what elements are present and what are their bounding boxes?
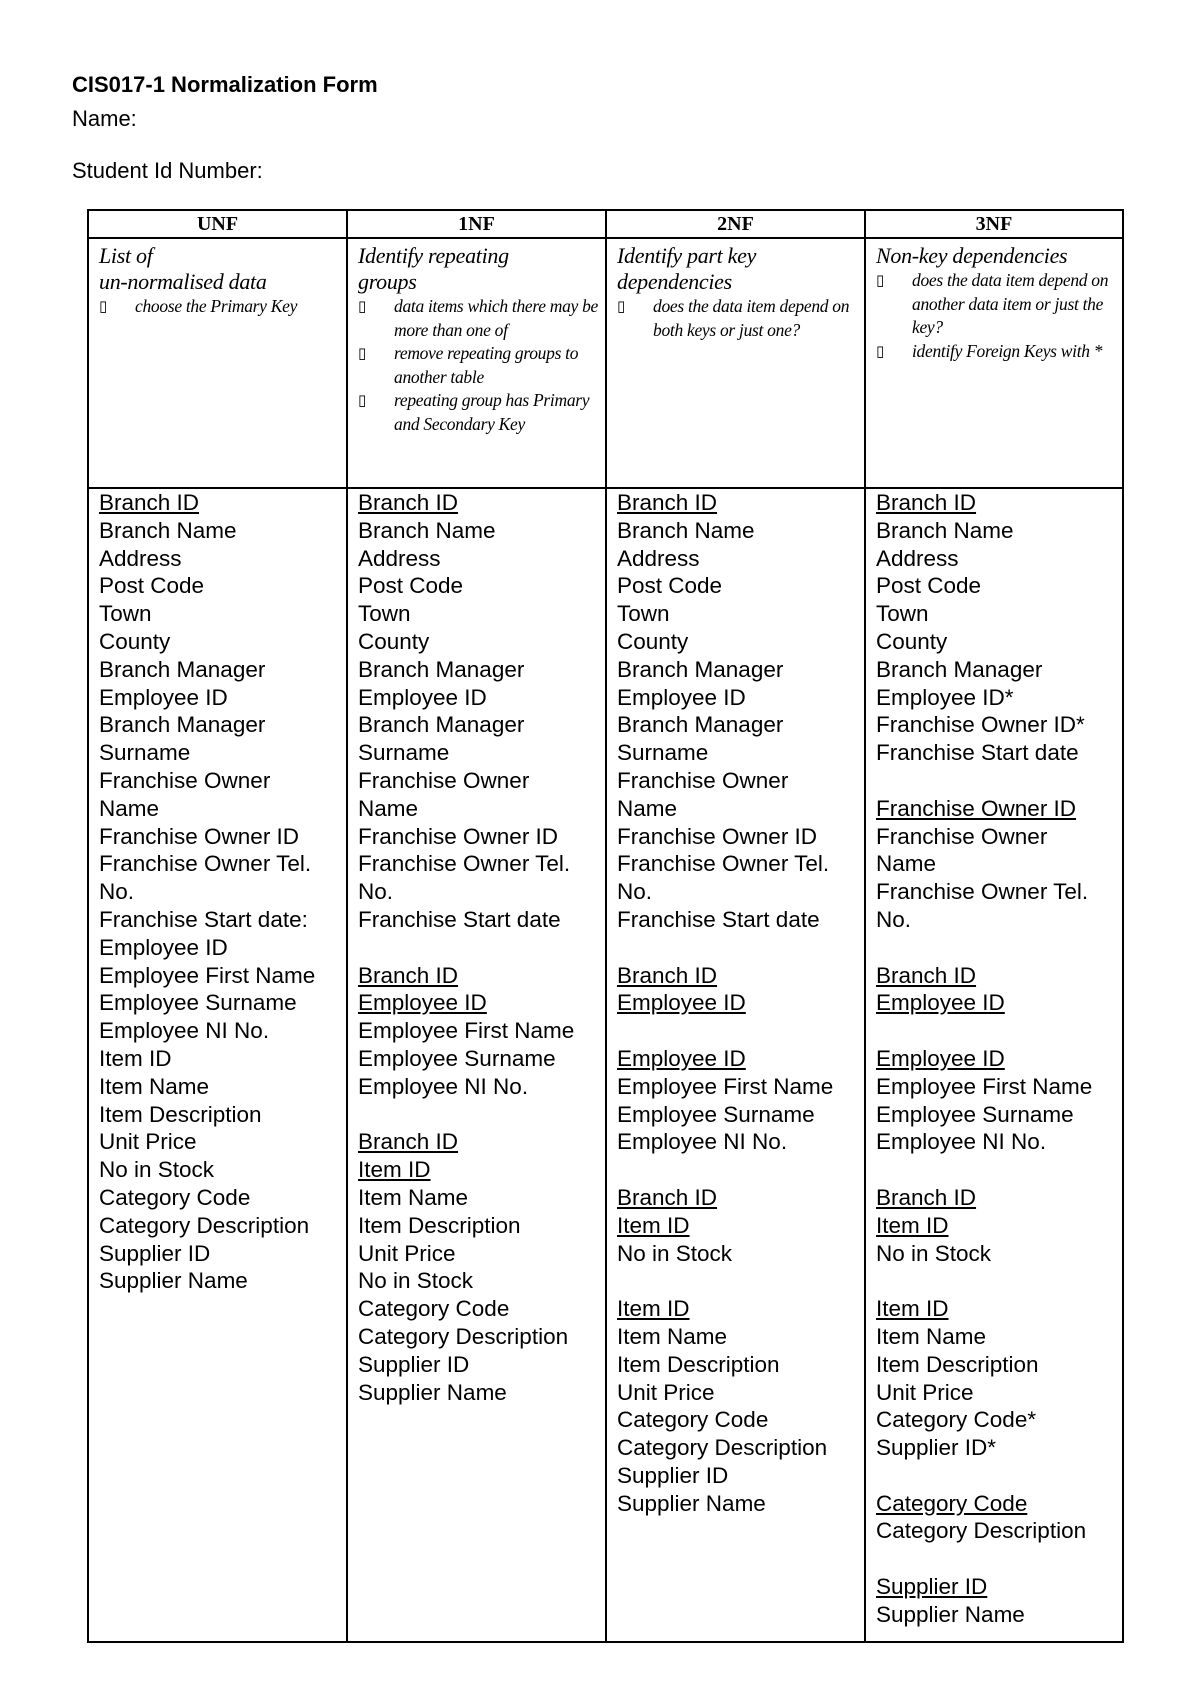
attribute: Name	[99, 795, 160, 821]
column-description: List of un-normalised data	[99, 243, 267, 294]
attribute: Address	[876, 545, 959, 571]
attribute: Address	[358, 545, 441, 571]
key-attribute: Branch ID	[358, 1129, 459, 1155]
attribute: Franchise Owner ID	[358, 823, 559, 849]
attribute: Item Name	[617, 1323, 728, 1349]
attribute: Branch Manager	[99, 712, 266, 738]
attributes-cell-unf	[88, 488, 347, 1642]
attribute: Branch Manager	[617, 656, 784, 682]
attribute: Supplier ID	[99, 1240, 211, 1266]
attribute: No.	[358, 879, 394, 905]
attribute: Post Code	[876, 573, 982, 599]
attribute: Supplier Name	[876, 1601, 1025, 1627]
attribute: Employee First Name	[876, 1073, 1093, 1099]
attribute: Item Description	[99, 1101, 262, 1127]
blank-line	[876, 1545, 1122, 1573]
blank-line	[617, 934, 864, 962]
key-attribute: Branch ID	[99, 490, 200, 515]
attribute: Category Code*	[876, 1407, 1037, 1433]
guidance-text: does the data item depend on both keys or just one?	[653, 296, 850, 340]
attribute: Franchise Owner Tel.	[876, 879, 1089, 905]
key-attribute: Employee ID	[617, 990, 746, 1016]
key-attribute: Supplier ID	[876, 1574, 988, 1600]
attribute: Employee First Name	[99, 962, 316, 988]
attributes-cell-1nf	[347, 488, 606, 1642]
guidance-item	[99, 295, 340, 319]
guidance-text: data items which there may be more than one of	[394, 296, 599, 340]
attribute: Supplier ID*	[876, 1435, 997, 1461]
attribute: Branch Manager	[358, 656, 525, 682]
attribute: Name	[876, 851, 937, 877]
description-cell-2nf	[606, 238, 865, 488]
column-heading-3nf: 3NF	[865, 210, 1123, 238]
attribute: Supplier ID	[358, 1351, 470, 1377]
attribute: Address	[617, 545, 700, 571]
attribute: Employee First Name	[617, 1073, 834, 1099]
key-attribute: Category Code	[876, 1490, 1028, 1516]
column-description: Identify part key dependencies	[617, 243, 757, 294]
attribute: Employee First Name	[358, 1018, 575, 1044]
attribute: Surname	[99, 740, 191, 766]
key-attribute: Employee ID	[876, 990, 1005, 1016]
attribute: Employee NI No.	[358, 1073, 529, 1099]
attribute: Category Description	[876, 1518, 1087, 1544]
key-attribute: Employee ID	[358, 990, 487, 1016]
attributes-cell-2nf	[606, 488, 865, 1642]
attribute: Post Code	[617, 573, 723, 599]
attribute: Franchise Owner Tel.	[99, 851, 312, 877]
attribute: Unit Price	[358, 1240, 456, 1266]
attribute: Franchise Start date	[358, 906, 561, 932]
document-title: CIS017-1 Normalization Form	[72, 72, 378, 97]
attribute: Supplier Name	[99, 1268, 248, 1294]
blank-line	[358, 934, 605, 962]
student-id-label: Student Id Number:	[72, 158, 263, 183]
key-attribute: Item ID	[876, 1212, 949, 1238]
attribute: Unit Price	[99, 1129, 197, 1155]
attribute: Branch Manager	[876, 656, 1043, 682]
attribute: Item Name	[99, 1073, 210, 1099]
attribute: Category Description	[99, 1212, 310, 1238]
attribute: Supplier Name	[358, 1379, 507, 1405]
guidance-item	[358, 295, 599, 342]
attribute: Employee Surname	[358, 1045, 556, 1071]
key-attribute: Branch ID	[617, 1184, 718, 1210]
attribute: Surname	[617, 740, 709, 766]
column-heading-1nf: 1NF	[347, 210, 606, 238]
attribute: Surname	[358, 740, 450, 766]
guidance-item	[358, 389, 599, 436]
attribute: No.	[99, 879, 135, 905]
bullet-box-icon: ▯	[617, 297, 625, 315]
bullet-box-icon: ▯	[876, 271, 884, 289]
attribute: Franchise Start date	[617, 906, 820, 932]
attribute: Employee ID	[99, 684, 228, 710]
blank-line	[876, 1267, 1122, 1295]
key-attribute: Branch ID	[358, 962, 459, 988]
attribute: Category Code	[358, 1296, 510, 1322]
attribute: Employee NI No.	[876, 1129, 1047, 1155]
attribute: Category Description	[358, 1323, 569, 1349]
attribute: Franchise Owner Tel.	[617, 851, 830, 877]
attribute: Franchise Owner	[99, 767, 271, 793]
blank-line	[876, 1017, 1122, 1045]
key-attribute: Franchise Owner ID	[876, 795, 1077, 821]
attribute: No in Stock	[99, 1157, 215, 1183]
attribute: No.	[876, 906, 912, 932]
attribute: Employee NI No.	[99, 1018, 270, 1044]
attribute: Unit Price	[617, 1379, 715, 1405]
attribute: Address	[99, 545, 182, 571]
attribute: Town	[617, 601, 670, 627]
bullet-box-icon: ▯	[876, 341, 884, 360]
key-attribute: Branch ID	[617, 962, 718, 988]
attribute: Franchise Owner	[876, 823, 1048, 849]
attribute: Branch Manager	[99, 656, 266, 682]
attribute: Branch Manager	[358, 712, 525, 738]
attribute: Post Code	[99, 573, 205, 599]
key-attribute: Branch ID	[617, 490, 718, 515]
key-attribute: Item ID	[358, 1157, 431, 1183]
attribute: No in Stock	[876, 1240, 992, 1266]
attributes-row	[88, 488, 1123, 1642]
attribute: Branch Name	[99, 517, 237, 543]
attribute: Item Description	[358, 1212, 521, 1238]
attribute: Franchise Owner Tel.	[358, 851, 571, 877]
attribute: Employee ID	[358, 684, 487, 710]
attribute: Employee Surname	[876, 1101, 1074, 1127]
guidance-list	[617, 295, 858, 342]
key-attribute: Item ID	[617, 1212, 690, 1238]
key-attribute: Employee ID	[876, 1045, 1005, 1071]
description-cell-3nf	[865, 238, 1123, 488]
attribute: Item Description	[876, 1351, 1039, 1377]
attribute: Franchise Owner	[617, 767, 789, 793]
attribute: Employee ID	[617, 684, 746, 710]
blank-line	[617, 1017, 864, 1045]
guidance-item	[358, 342, 599, 389]
column-heading-2nf: 2NF	[606, 210, 865, 238]
key-attribute: Employee ID	[617, 1045, 746, 1071]
attribute: Employee ID*	[876, 684, 1014, 710]
attribute: Franchise Owner	[358, 767, 530, 793]
attribute: County	[876, 628, 948, 654]
attribute: Branch Name	[358, 517, 496, 543]
attribute: Item Description	[617, 1351, 780, 1377]
guidance-item	[876, 269, 1116, 340]
blank-line	[617, 1267, 864, 1295]
attribute: Item ID	[99, 1045, 172, 1071]
guidance-list	[358, 295, 599, 436]
heading-row	[88, 210, 1123, 238]
attribute: Category Code	[99, 1184, 251, 1210]
attribute: Supplier Name	[617, 1490, 766, 1516]
column-description: Non-key dependencies	[876, 243, 1068, 268]
guidance-text: remove repeating groups to another table	[394, 343, 579, 387]
bullet-box-icon: ▯	[358, 344, 366, 362]
description-row	[88, 238, 1123, 488]
attribute: Employee Surname	[617, 1101, 815, 1127]
blank-line	[876, 934, 1122, 962]
blank-line	[876, 767, 1122, 795]
guidance-item	[617, 295, 858, 342]
attribute: Name	[358, 795, 419, 821]
attribute: Item Name	[876, 1323, 987, 1349]
attribute: Item Name	[358, 1184, 469, 1210]
attribute: Unit Price	[876, 1379, 974, 1405]
bullet-box-icon: ▯	[99, 297, 107, 315]
attribute: Name	[617, 795, 678, 821]
guidance-text: repeating group has Primary and Secondary Key	[394, 390, 590, 434]
attribute: Town	[876, 601, 929, 627]
key-attribute: Branch ID	[876, 1184, 977, 1210]
blank-line	[876, 1462, 1122, 1490]
attribute: Employee ID	[99, 934, 228, 960]
name-label: Name:	[72, 106, 137, 131]
attribute: Category Code	[617, 1407, 769, 1433]
attribute: Category Description	[617, 1435, 828, 1461]
attribute: Branch Name	[876, 517, 1014, 543]
attribute: Post Code	[358, 573, 464, 599]
attribute: Employee NI No.	[617, 1129, 788, 1155]
attribute: Town	[358, 601, 411, 627]
key-attribute: Item ID	[876, 1296, 949, 1322]
attributes-cell-3nf	[865, 488, 1123, 1642]
description-cell-unf	[88, 238, 347, 488]
attribute: Franchise Owner ID*	[876, 712, 1085, 738]
column-description: Identify repeating groups	[358, 243, 509, 294]
key-attribute: Branch ID	[876, 962, 977, 988]
attribute: Franchise Owner ID	[617, 823, 818, 849]
bullet-box-icon: ▯	[358, 391, 366, 409]
attribute: Franchise Start date:	[99, 906, 308, 932]
blank-line	[617, 1156, 864, 1184]
description-cell-1nf	[347, 238, 606, 488]
guidance-text: identify Foreign Keys with *	[912, 340, 1103, 361]
guidance-item	[876, 340, 1116, 364]
attribute: Franchise Owner ID	[99, 823, 300, 849]
attribute: Employee Surname	[99, 990, 297, 1016]
normalization-table	[87, 209, 1124, 1643]
column-heading-unf: UNF	[88, 210, 347, 238]
blank-line	[876, 1156, 1122, 1184]
guidance-list	[99, 295, 340, 319]
attribute: Franchise Start date	[876, 740, 1079, 766]
attribute: Supplier ID	[617, 1462, 729, 1488]
attribute: Branch Manager	[617, 712, 784, 738]
attribute: No in Stock	[358, 1268, 474, 1294]
guidance-list	[876, 269, 1116, 363]
bullet-box-icon: ▯	[358, 297, 366, 315]
attribute: No in Stock	[617, 1240, 733, 1266]
attribute: County	[99, 628, 171, 654]
attribute: No.	[617, 879, 653, 905]
key-attribute: Branch ID	[876, 490, 977, 515]
guidance-text: does the data item depend on another data item or just the key?	[912, 270, 1109, 337]
attribute: County	[358, 628, 430, 654]
guidance-text: choose the Primary Key	[135, 296, 298, 316]
key-attribute: Item ID	[617, 1296, 690, 1322]
attribute: Town	[99, 601, 152, 627]
blank-line	[358, 1101, 605, 1129]
key-attribute: Branch ID	[358, 490, 459, 515]
attribute: County	[617, 628, 689, 654]
attribute: Branch Name	[617, 517, 755, 543]
